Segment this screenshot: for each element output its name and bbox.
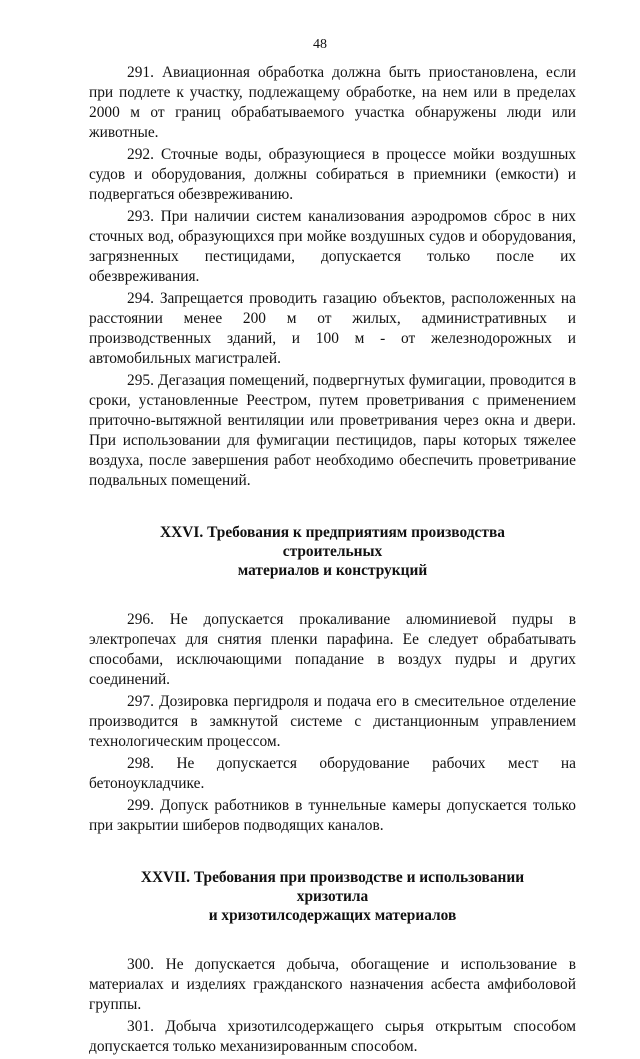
- paragraph-296: 296. Не допускается прокаливание алюминиевой пудры в электропечах для снятия пленки парафина. Ее следует обрабатывать способами, исключающими попадание в воздух пудры и других соединений.: [89, 611, 576, 688]
- paragraph-295: 295. Дегазация помещений, подвергнутых фумигации, проводится в сроки, установленные Реестром, путем проветривания с применением приточно-вытяжной вентиляции или проветривания через окна и двери. При использовании для фумигации пестицидов, пары которых тяжелее воздуха, после завершения работ необходимо обеспечить проветривание подвальных помещений.: [89, 372, 576, 489]
- section-heading-xxvii-line1: XXVII. Требования при производстве и использовании хризотила: [140, 869, 525, 905]
- section-heading-xxvii: [89, 868, 576, 925]
- paragraph-301: 301. Добыча хризотилсодержащего сырья открытым способом допускается только механизированным способом.: [89, 1018, 576, 1055]
- paragraph-300: 300. Не допускается добыча, обогащение и использование в материалах и изделиях гражданского назначения асбеста амфиболовой группы.: [89, 956, 576, 1013]
- paragraph-293: 293. При наличии систем канализования аэродромов сброс в них сточных вод, образующихся при мойке воздушных судов и оборудования, загрязненных пестицидами, допускается только после их обезвреживания.: [89, 208, 576, 285]
- page-number: 48: [313, 37, 327, 52]
- document-body: [89, 63, 576, 1059]
- section-heading-xxvi-line1: XXVI. Требования к предприятиям производства строительных: [160, 524, 505, 560]
- section-heading-xxvi: [89, 523, 576, 580]
- paragraph-299: 299. Допуск работников в туннельные камеры допускается только при закрытии шиберов подводящих каналов.: [89, 797, 576, 834]
- paragraph-294: 294. Запрещается проводить газацию объектов, расположенных на расстоянии менее 200 м от жилых, административных и производственных зданий, и 100 м - от железнодорожных и автомобильных магистралей.: [89, 290, 576, 367]
- paragraph-297: 297. Дозировка пергидроля и подача его в смесительное отделение производится в замкнутой системе с дистанционным управлением технологическим процессом.: [89, 693, 576, 750]
- paragraph-298: 298. Не допускается оборудование рабочих мест на бетоноукладчике.: [89, 755, 576, 792]
- section-heading-xxvii-line2: и хризотилсодержащих материалов: [208, 907, 457, 924]
- paragraph-292: 292. Сточные воды, образующиеся в процессе мойки воздушных судов и оборудования, должны собираться в приемники (емкости) и подвергаться обезвреживанию.: [89, 146, 576, 203]
- paragraph-291: 291. Авиационная обработка должна быть приостановлена, если при подлете к участку, подлежащему обработке, на нем или в пределах 2000 м от границ обрабатываемого участка обнаружены люди или животные.: [89, 64, 576, 141]
- section-heading-xxvi-line2: материалов и конструкций: [237, 562, 428, 579]
